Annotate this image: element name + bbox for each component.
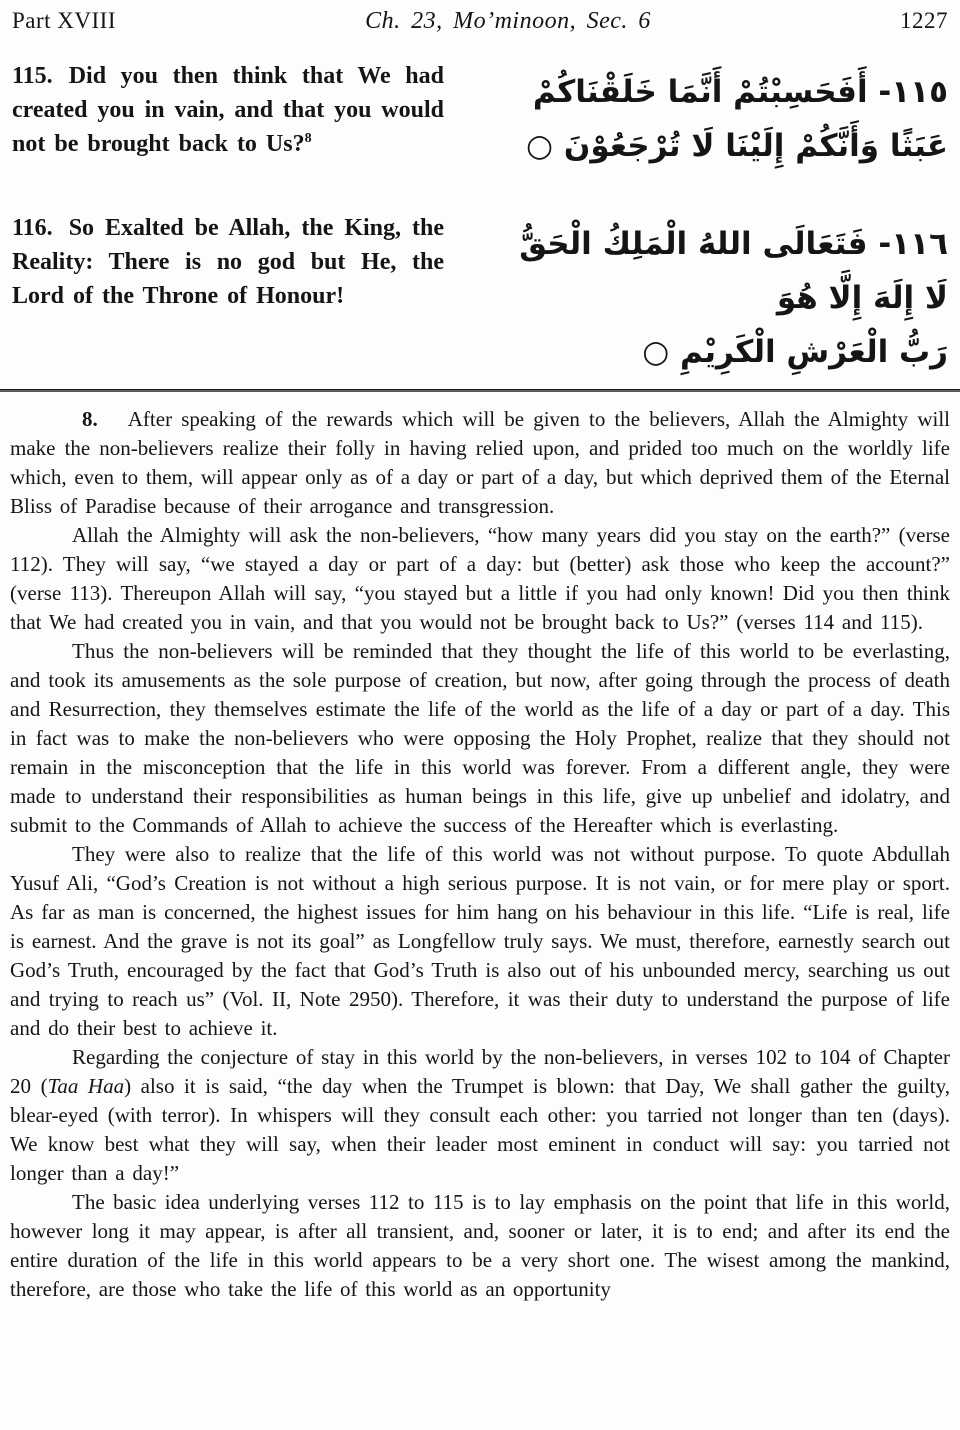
footnote-paragraph-3: Thus the non-believers will be reminded that they thought the life of this world to be everlasting, and took its amusements as the sole purpose of creation, but now, after going through the process of death and Resurrection, they themselves estimate the life of the world as the life of a day or part of a day. This in fact was to make the non-believers who were opposing the Holy Prophet, realize that they should not remain in the misconception that the life in this world was forever. From a different angle, they were made to understand their responsibilities as human beings in this life, give up unbelief and idolatry, and submit to the Commands of Allah to achieve the success of the Hereafter which is everlasting. xyxy=(10,639,950,837)
page-number: 1227 xyxy=(899,8,948,33)
verse-number: 116. xyxy=(12,215,53,241)
arabic-line: ١١٥- أَفَحَسِبْتُمْ أَنَّمَا خَلَقْنَاكُمْ xyxy=(532,74,948,110)
footnote-paragraph-4: They were also to realize that the life of this world was not without purpose. To quote Abdullah Yusuf Ali, “God’s Creation is not without a high serious purpose. It is not vain, or for mere play or sport. As far as man is concerned, the highest issues for him hang on his behaviour in this life. “Life is real, life is earnest. And the grave is not its goal” as Longfellow truly says. We must, therefore, earnestly search out God’s Truth, encouraged by the fact that God’s Truth is also out of his unbounded mercy, searching us out and trying to reach us” (Vol. II, Note 2950). Therefore, it was their duty to understand the purpose of life and do their best to achieve it. xyxy=(10,842,950,1040)
verse-translation-text: Did you then think that We had created you in vain, and that you would not be brought back to Us? xyxy=(12,63,444,157)
verse-116-arabic xyxy=(478,211,948,379)
chapter-heading: Ch. 23, Mo’minoon, Sec. 6 xyxy=(365,8,651,34)
footnote-paragraph-2: Allah the Almighty will ask the non-believers, “how many years did you stay on the earth?” (verse 112). They will say, “we stayed a day or part of a day: but (better) ask those who keep the account?” (verse 113). Thereupon Allah will say, “you stayed but a little if you had only known! Did you then think that We had created you in vain, and that you would not be brought back to Us?” (verses 114 and 115). xyxy=(10,523,950,634)
footnote-ref-marker: 8 xyxy=(304,131,312,146)
footnote-paragraph-1 xyxy=(10,405,950,521)
verse-115-arabic xyxy=(478,59,948,173)
arabic-line: رَبُّ الْعَرْشِ الْكَرِيْمِ ○ xyxy=(642,334,948,370)
verse-115-row xyxy=(12,59,948,173)
page-header xyxy=(0,0,960,35)
verse-116-translation xyxy=(12,211,444,379)
footnote-paragraph-5 xyxy=(10,1043,950,1188)
footnote-text: After speaking of the rewards which will be given to the believers, Allah the Almighty will make the non-believers realize their folly in having relied upon, and prided too much on the worldly life which, even to them, will appear only as of a day or part of a day, but which deprived them of the Eternal Bliss of Paradise because of their arrogance and transgression. xyxy=(10,407,950,518)
commentary-section xyxy=(0,392,960,1304)
footnote-text: Regarding the conjecture of stay in this world by the non-believers, in verses 102 to 104 of Chapter 20 ( xyxy=(10,1045,950,1098)
arabic-line: لَا إِلَهَ إِلَّا هُوَ xyxy=(776,280,948,316)
verse-115-translation xyxy=(12,59,444,173)
arabic-line: ١١٦- فَتَعَالَى اللهُ الْمَلِكُ الْحَقُّ xyxy=(519,226,948,262)
footnote-paragraph-6: The basic idea underlying verses 112 to 115 is to lay emphasis on the point that life in this world, however long it may appear, is after all transient, and, sooner or later, it is to end; and after its end the entire duration of the life in this world appears to be a very short one. The wisest among the mankind, therefore, are those who take the life of this world as an opportunity xyxy=(10,1190,950,1301)
italic-chapter-name: Taa Haa xyxy=(47,1074,125,1098)
footnote-number: 8. xyxy=(82,407,98,431)
verse-116-row xyxy=(12,211,948,379)
arabic-line: عَبَثًا وَأَنَّكُمْ إِلَيْنَا لَا تُرْجَعُوْنَ ○ xyxy=(526,128,948,164)
verse-translation-text: So Exalted be Allah, the King, the Reality: There is no god but He, the Lord of the Throne of Honour! xyxy=(12,215,444,309)
footnote-text: ) also it is said, “the day when the Trumpet is blown: that Day, We shall gather the guilty, blear-eyed (with terror). In whispers will they consult each other: you tarried not longer than ten (days). We know best what they will say, when their leader most eminent in conduct will say: you tarried not longer than a day!” xyxy=(10,1074,951,1185)
verses-section xyxy=(0,35,960,389)
part-label: Part XVIII xyxy=(12,8,116,33)
verse-number: 115. xyxy=(12,63,53,89)
